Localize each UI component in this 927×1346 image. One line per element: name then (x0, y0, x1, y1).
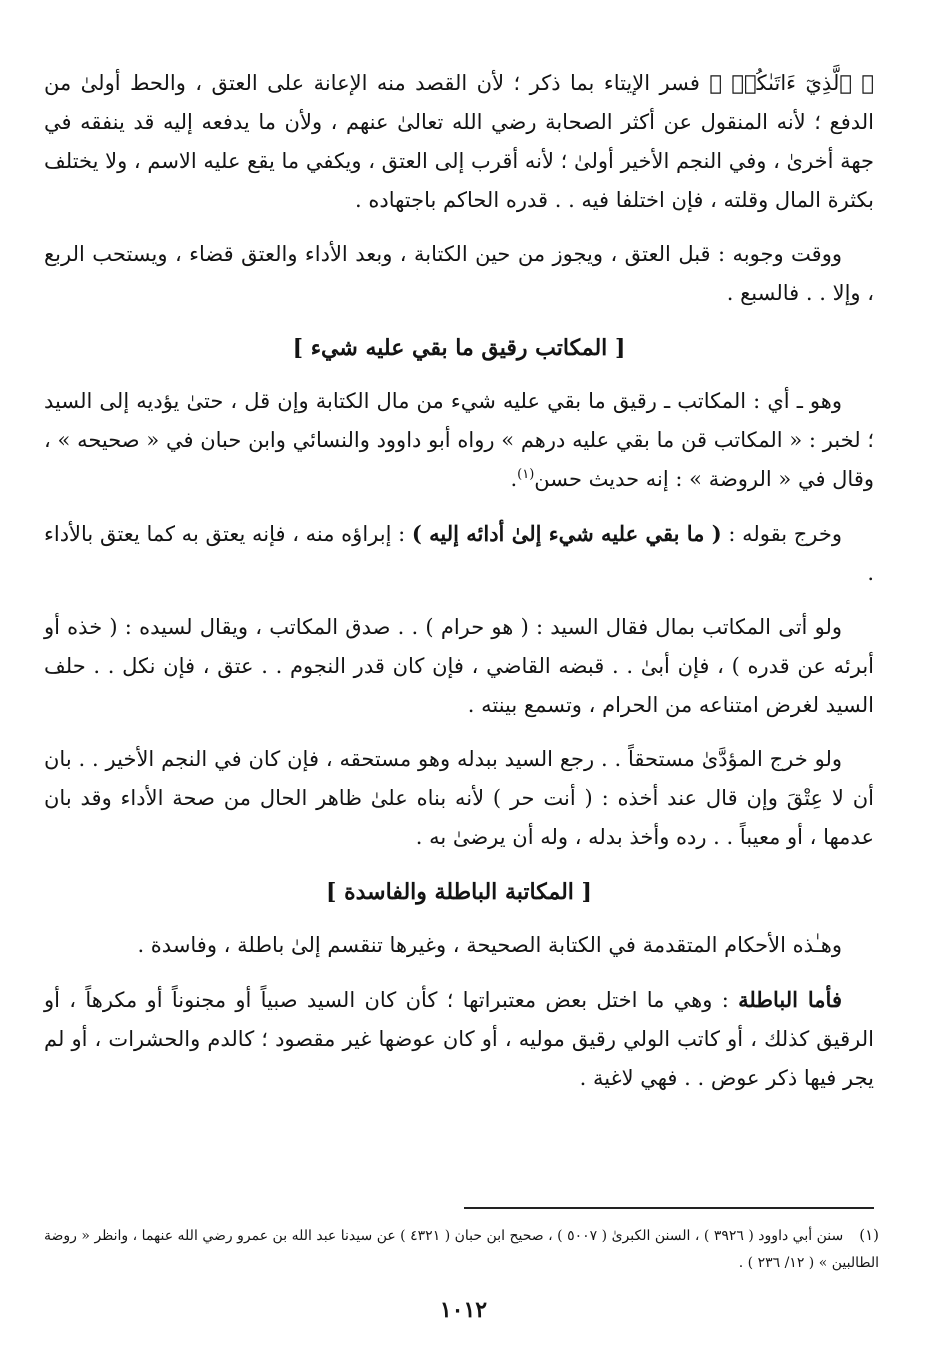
paragraph-time-of-obligation: ووقت وجوبه : قبل العتق ، ويجوز من حين الكتابة ، وبعد الأداء والعتق قضاء ، ويستحب الربع ، وإلا . . فالسبع . (44, 242, 874, 305)
section-heading-mukatab-slave: [ المكاتب رقيق ما بقي عليه شيء ] (292, 335, 626, 361)
paragraph-entitled-payment: ولو خرج المؤدَّىٰ مستحقاً . . رجع السيد ببدله وهو مستحقه ، فإن كان في النجم الأخير . . بان أن لا عِتْقَ وإن قال عند أخذه : ( أنت حر ) لأنه بناه علىٰ ظاهر الحال من صحة الأداء وقد بان عدمها ، أو معيباً . . رده وأخذ بدله ، وله أن يرضىٰ به . (44, 747, 874, 849)
paragraph-end: . (510, 467, 518, 491)
paragraph-itaa-explanation: ﴿ ٱلَّذِيٓ ءَاتَىٰكُمۡ ﴾ فسر الإيتاء بما ذكر ؛ لأن القصد منه الإعانة على العتق ، والحط أولىٰ من الدفع ؛ لأنه المنقول عن أكثر الصحابة رضي الله تعالىٰ عنهم ، ولأن ما يدفعه إليه قد ينفقه في جهة أخرىٰ ، وفي النجم الأخير أولىٰ ؛ لأنه أقرب إلى العتق ، ويكفي ما يقع عليه الاسم ، ولا يختلف بكثرة المال وقلته ، فإن اختلفا فيه . . قدره الحاكم باجتهاده . (44, 71, 874, 212)
page-body (44, 64, 874, 1113)
paragraph-rulings-division: وهـٰذه الأحكام المتقدمة في الكتابة الصحيحة ، وغيرها تنقسم إلىٰ باطلة ، وفاسدة . (137, 933, 842, 957)
bold-term: فأما الباطلة (738, 987, 842, 1012)
footnote (44, 1222, 879, 1277)
page-number: ١٠١٢ (439, 1297, 488, 1323)
paragraph-exclusion (44, 514, 874, 593)
footnote-text: سنن أبي داوود ( ٣٩٢٦ ) ، السنن الكبرىٰ ( ٥٠٠٧ ) ، صحيح ابن حبان ( ٤٣٢١ ) عن سيدنا عبد الله بن عمرو رضي الله عنهما ، وانظر « روضة الطالبين » ( ١٢/ ٢٣٦ ) . (44, 1228, 879, 1271)
paragraph-text: وهو ـ أي : المكاتب ـ رقيق ما بقي عليه شيء من مال الكتابة وإن قل ، حتىٰ يؤديه إلى السيد ؛ لخبر : « المكاتب قن ما بقي عليه درهم » رواه أبو داوود والنسائي وابن حبان في « صحيحه » ، وقال في « الروضة » : إنه حديث حسن (44, 389, 874, 491)
paragraph-unlawful-money: ولو أتى المكاتب بمال فقال السيد : ( هو حرام ) . . صدق المكاتب ، ويقال لسيده : ( خذه أو أبرئه عن قدره ) ، فإن أبىٰ . . قبضه القاضي ، فإن كان قدر النجوم . . عتق ، فإن نكل . . حلف السيد لغرض امتناعه من الحرام ، وتسمع بينته . (44, 615, 874, 717)
section-heading-void-and-invalid: [ المكاتبة الباطلة والفاسدة ] (326, 879, 592, 905)
footnote-marker: (١) (859, 1226, 880, 1244)
paragraph-text: وخرج بقوله : (721, 522, 842, 546)
paragraph-text: : وهي ما اختل بعض معتبراتها ؛ كأن كان السيد صبياً أو مجنوناً أو مكرهاً ، أو الرقيق كذلك ، أو كاتب الولي رقيق موليه ، أو كان عوضها غير مقصود ؛ كالدم والحشرات ، أو لم يجر فيها ذكر عوض . . فهي لاغية . (44, 988, 874, 1090)
paragraph-end: : إبراؤه منه ، فإنه يعتق به كما يعتق بالأداء . (44, 522, 874, 585)
footnote-reference: (١) (517, 467, 535, 482)
footnote-divider (464, 1207, 874, 1209)
paragraph-mukatab-remains-slave (44, 382, 874, 499)
bold-quote: ( ما بقي عليه شيء إلىٰ أدائه إليه ) (411, 521, 722, 546)
paragraph-void-contract (44, 980, 874, 1098)
